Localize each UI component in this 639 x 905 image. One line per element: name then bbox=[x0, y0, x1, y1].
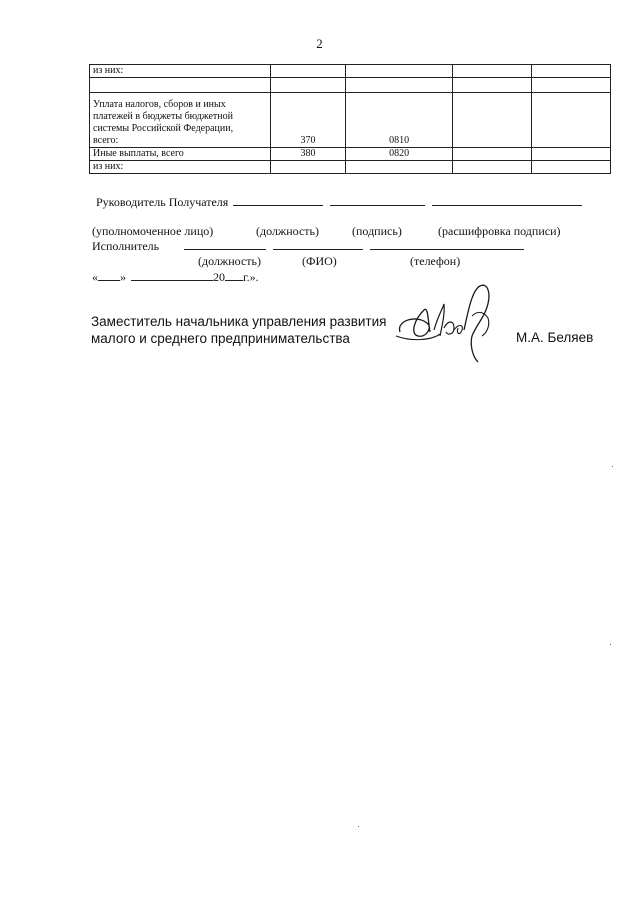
row-name-line: Уплата налогов, сборов и иных bbox=[93, 99, 226, 110]
scan-speck bbox=[358, 826, 359, 827]
executor-phone-field[interactable] bbox=[370, 238, 524, 250]
date-open-quote: « bbox=[92, 270, 98, 284]
row-cell bbox=[532, 78, 611, 93]
caption-authorized: (уполномоченное лицо) bbox=[92, 224, 214, 238]
date-day-field[interactable] bbox=[98, 269, 120, 281]
row-code bbox=[271, 65, 346, 78]
table-row bbox=[90, 161, 611, 174]
closing-title-line2: малого и среднего предпринимательства bbox=[91, 331, 350, 346]
executor-fio-field[interactable] bbox=[273, 238, 363, 250]
row-kbk: 0820 bbox=[345, 148, 452, 161]
row-cell bbox=[532, 93, 611, 148]
head-position-field[interactable] bbox=[233, 194, 323, 206]
signer-name: М.А. Беляев bbox=[516, 330, 594, 345]
date-year-suffix: г.». bbox=[243, 270, 259, 284]
closing-title-line1: Заместитель начальника управления развития bbox=[91, 314, 387, 329]
row-cell bbox=[453, 161, 532, 174]
head-decoding-field[interactable] bbox=[432, 194, 582, 206]
date-year-field[interactable] bbox=[225, 269, 243, 281]
table-row bbox=[90, 93, 611, 148]
row-name bbox=[90, 78, 271, 93]
scan-speck bbox=[610, 644, 611, 645]
caption-executor-fio: (ФИО) bbox=[302, 254, 337, 268]
executor-position-field[interactable] bbox=[184, 238, 266, 250]
row-name: из них: bbox=[90, 161, 271, 174]
caption-position: (должность) bbox=[256, 224, 319, 238]
date-close-quote: » bbox=[120, 270, 126, 284]
handwritten-signature bbox=[392, 280, 504, 364]
executor-line bbox=[92, 238, 524, 254]
row-kbk bbox=[345, 161, 452, 174]
row-code bbox=[271, 78, 346, 93]
row-name: Иные выплаты, всего bbox=[90, 148, 271, 161]
row-cell bbox=[453, 65, 532, 78]
row-name: из них: bbox=[90, 65, 271, 78]
row-cell bbox=[453, 93, 532, 148]
page-number: 2 bbox=[316, 36, 323, 51]
closing-block bbox=[91, 313, 386, 347]
payments-table bbox=[89, 64, 611, 174]
row-name-line: платежей в бюджеты бюджетной bbox=[93, 111, 233, 122]
date-year-prefix: 20 bbox=[213, 270, 225, 284]
row-code: 370 bbox=[271, 93, 346, 148]
date-month-field[interactable] bbox=[131, 269, 213, 281]
row-cell bbox=[532, 161, 611, 174]
head-signature-field[interactable] bbox=[330, 194, 425, 206]
row-name-line: системы Российской Федерации, bbox=[93, 123, 234, 134]
scan-speck bbox=[612, 466, 613, 467]
table-row bbox=[90, 148, 611, 161]
caption-signature: (подпись) bbox=[352, 224, 402, 238]
row-cell bbox=[532, 148, 611, 161]
row-kbk: 0810 bbox=[345, 93, 452, 148]
row-name-line: всего: bbox=[93, 135, 119, 146]
row-cell bbox=[453, 78, 532, 93]
row-code: 380 bbox=[271, 148, 346, 161]
row-kbk bbox=[345, 65, 452, 78]
head-label: Руководитель Получателя bbox=[96, 195, 229, 209]
date-line bbox=[92, 269, 259, 285]
table-row bbox=[90, 65, 611, 78]
row-cell bbox=[532, 65, 611, 78]
caption-executor-position: (должность) bbox=[198, 254, 261, 268]
table-row bbox=[90, 78, 611, 93]
row-name bbox=[90, 93, 271, 148]
caption-executor-phone: (телефон) bbox=[410, 254, 461, 268]
row-code bbox=[271, 161, 346, 174]
head-signature-line bbox=[96, 194, 582, 210]
executor-label: Исполнитель bbox=[92, 239, 160, 253]
row-kbk bbox=[345, 78, 452, 93]
caption-decoding: (расшифровка подписи) bbox=[438, 224, 561, 238]
row-cell bbox=[453, 148, 532, 161]
